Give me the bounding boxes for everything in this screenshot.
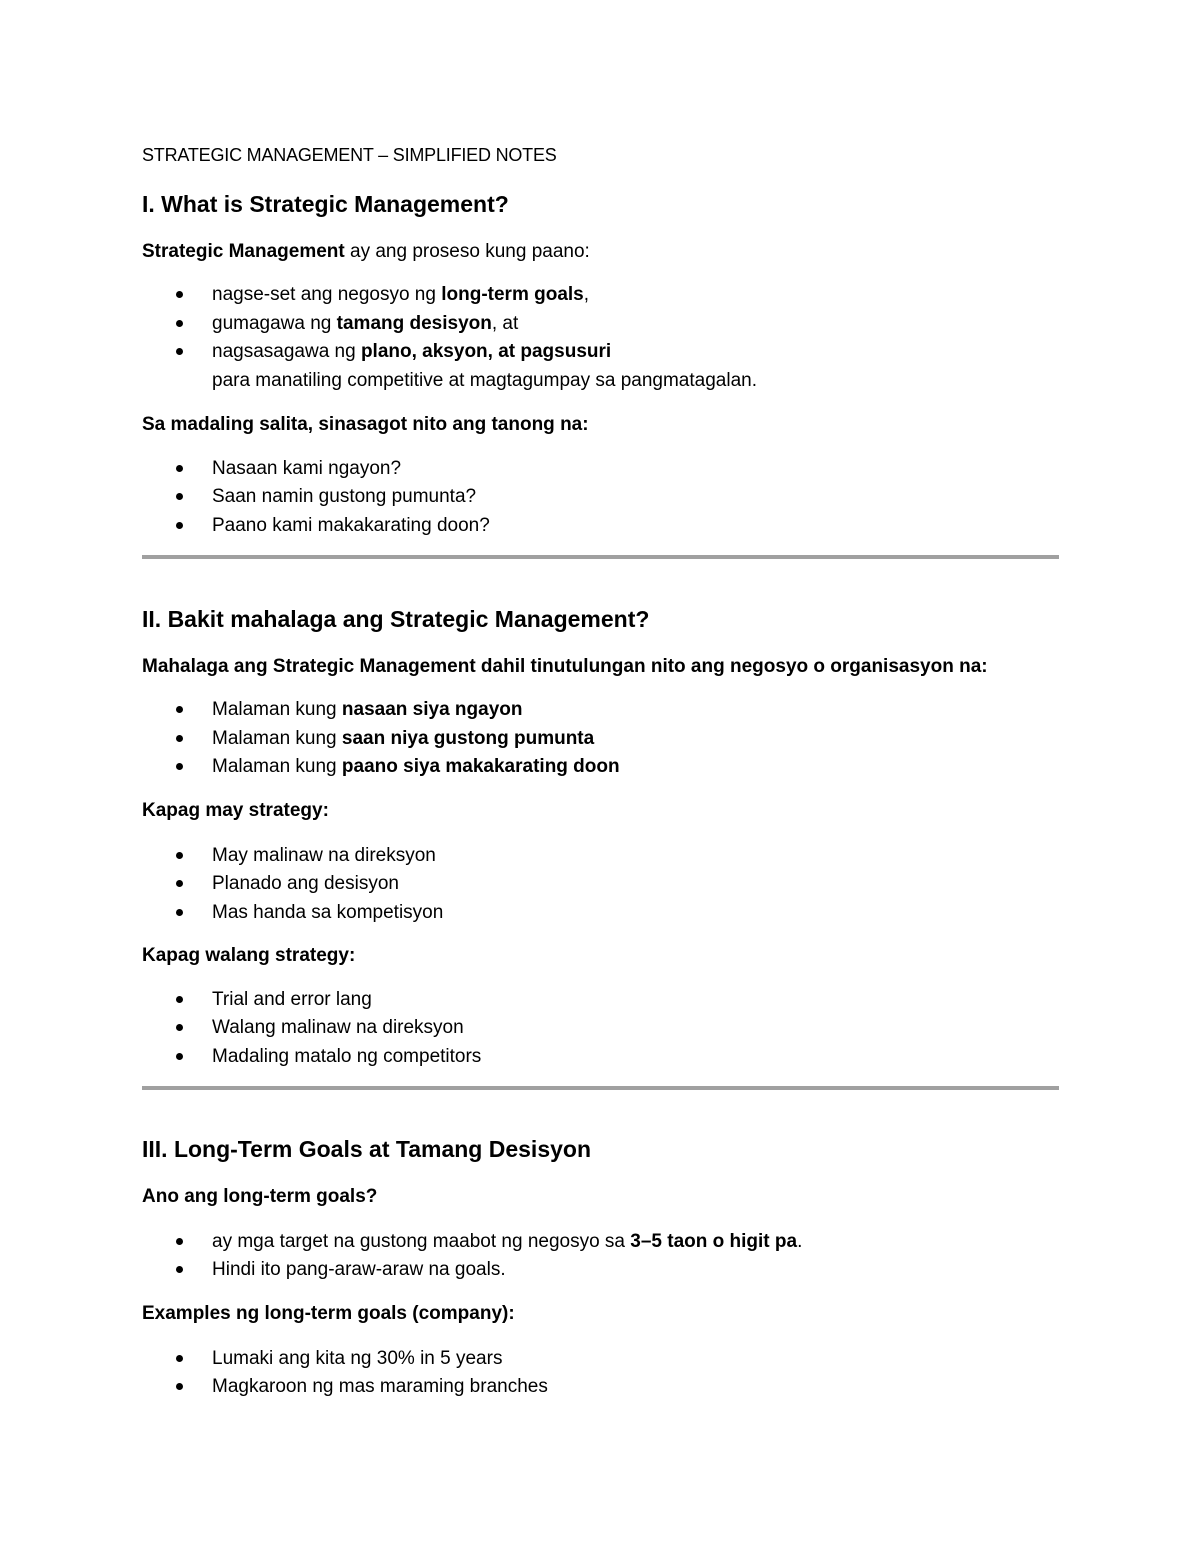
list-item: Mas handa sa kompetisyon: [212, 902, 444, 923]
section-3-title: Long-Term Goals at Tamang Desisyon: [173, 1136, 592, 1162]
list-item: Nasaan kami ngayon?: [212, 458, 402, 479]
bullet-dot: [176, 465, 183, 472]
bullet-dot: [176, 1266, 183, 1273]
bullet-dot: [176, 909, 183, 916]
bullet-dot: [176, 1383, 183, 1390]
bullet-dot: [176, 706, 183, 713]
section-3-subheading: Ano ang long-term goals?: [142, 1186, 378, 1207]
intro-bold-term: Strategic Management: [142, 241, 345, 262]
bullet-dot: [176, 763, 183, 770]
bullet-dot: [176, 735, 183, 742]
list-item: Paano kami makakarating doon?: [212, 515, 490, 536]
bullet-dot: [176, 1355, 183, 1362]
section-1-intro: [142, 240, 590, 264]
list-item: May malinaw na direksyon: [212, 845, 436, 866]
bullet-dot: [176, 348, 183, 355]
list-item: Malaman kung paano siya makakarating doon: [212, 756, 620, 777]
list-item: Walang malinaw na direksyon: [212, 1017, 464, 1038]
list-continuation: para manatiling competitive at magtagumpay sa pangmatagalan.: [212, 370, 757, 391]
list-item: gumagawa ng tamang desisyon, at: [212, 313, 519, 334]
section-2-title: Bakit mahalaga ang Strategic Management?: [167, 606, 650, 632]
list-item: nagse-set ang negosyo ng long-term goals,: [212, 284, 590, 305]
list-item: Saan namin gustong pumunta?: [212, 486, 477, 507]
bullet-dot: [176, 880, 183, 887]
list-item: Magkaroon ng mas maraming branches: [212, 1376, 548, 1397]
intro-rest: ay ang proseso kung paano:: [344, 241, 590, 262]
without-strategy-label: Kapag walang strategy:: [142, 945, 356, 966]
with-strategy-label: Kapag may strategy:: [142, 800, 329, 821]
bullet-dot: [176, 493, 183, 500]
bullet-dot: [176, 522, 183, 529]
bullet-dot: [176, 996, 183, 1003]
section-1-heading: [142, 189, 509, 219]
section-3-number: III.: [142, 1136, 168, 1162]
bullet-dot: [176, 1024, 183, 1031]
section-1-subheading: Sa madaling salita, sinasagot nito ang tanong na:: [142, 414, 589, 435]
bullet-dot: [176, 1238, 183, 1245]
bullet-dot: [176, 320, 183, 327]
section-1-title: What is Strategic Management?: [161, 191, 509, 217]
list-item: Hindi ito pang-araw-araw na goals.: [212, 1259, 506, 1280]
list-item: Lumaki ang kita ng 30% in 5 years: [212, 1348, 503, 1369]
bullet-dot: [176, 291, 183, 298]
list-item: ay mga target na gustong maabot ng negosyo sa 3–5 taon o higit pa.: [212, 1231, 803, 1252]
list-item: Malaman kung saan niya gustong pumunta: [212, 728, 595, 749]
section-2-heading: [142, 604, 649, 634]
bullet-dot: [176, 852, 183, 859]
examples-label: Examples ng long-term goals (company):: [142, 1303, 515, 1324]
list-item: Planado ang desisyon: [212, 873, 399, 894]
list-item: Trial and error lang: [212, 989, 372, 1010]
horizontal-divider: [142, 555, 1059, 559]
bullet-dot: [176, 1053, 183, 1060]
list-item: nagsasagawa ng plano, aksyon, at pagsusuri: [212, 341, 612, 362]
section-2-subheading: Mahalaga ang Strategic Management dahil tinutulungan nito ang negosyo o organisasyon na:: [142, 656, 988, 677]
document-title: STRATEGIC MANAGEMENT – SIMPLIFIED NOTES: [142, 145, 557, 165]
section-2-number: II.: [142, 606, 162, 632]
section-3-heading: [142, 1134, 591, 1164]
section-1-number: I.: [142, 191, 155, 217]
list-item: Malaman kung nasaan siya ngayon: [212, 699, 523, 720]
horizontal-divider: [142, 1086, 1059, 1090]
list-item: Madaling matalo ng competitors: [212, 1046, 482, 1067]
